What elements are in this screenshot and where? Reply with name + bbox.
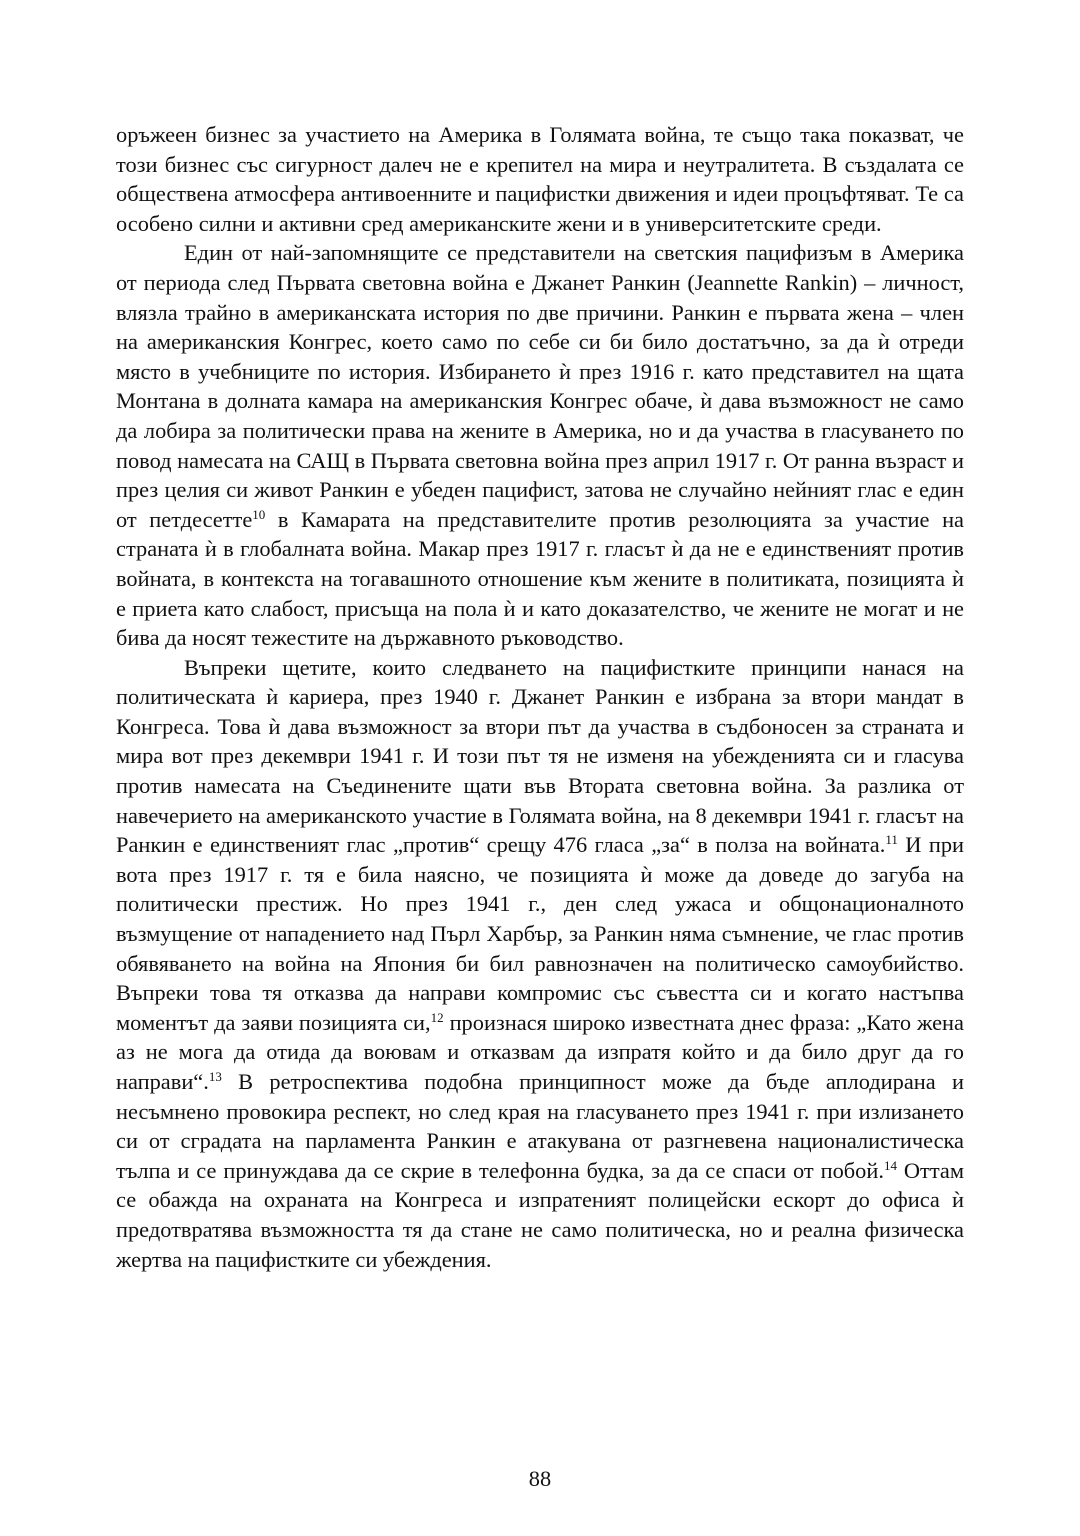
paragraph-3-text-b: И при вота през 1917 г. тя е била наясно, че позицията ѝ може да доведе до загуба на политически престиж. Но през 1941 г., ден след ужаса и общонационалното възмущение от нападението над Пърл Харбър, за Ранкин няма съмнение, че глас против обявяването на война на Япония би бил равнозначен на политическо самоубийство. Въпреки това тя отказва да направи компромис със съвестта си и когато настъпва моментът да заяви позицията си,: [116, 832, 964, 1035]
paragraph-3-text-d: В ретроспектива подобна принципност може да бъде аплодирана и несъмнено провокира респект, но след края на гласуването през 1941 г. при излизането си от сградата на парламента Ранкин е атакувана от разгневена националистическа тълпа и се принуждава да се скрие в телефонна будка, за да се спаси от побой.: [116, 1069, 964, 1183]
footnote-ref-11[interactable]: 11: [885, 832, 898, 848]
footnote-ref-10[interactable]: 10: [252, 506, 266, 522]
paragraph-3: [116, 653, 964, 1274]
paragraph-3-text-c: произнася широко известната днес фраза: „Като жена аз не мога да отида да воювам и отказвам да изпратя който и да било друг да го направи“.: [116, 1009, 964, 1094]
paragraph-2-text-b: в Камарата на представителите против резолюцията за участие на страната ѝ в глобалната война. Макар през 1917 г. гласът ѝ да не е единственият против войната, в контекста на тогавашното отношение към жените в политиката, позицията ѝ е приета като слабост, присъща на пола ѝ и като доказателство, че жените не могат и не бива да носят тежестите на държавното ръководство.: [116, 506, 964, 651]
paragraph-2-text-a: Един от най-запомнящите се представители на светския пацифизъм в Америка от периода след Първата световна война е Джанет Ранкин (Jeannette Rankin) – личност, влязла трайно в американската история по две причини. Ранкин е първата жена – член на американския Конгрес, което само по себе си би било достатъчно, за да ѝ отреди място в учебниците по история. Избирането ѝ през 1916 г. като представител на щата Монтана в долната камара на американския Конгрес обаче, ѝ дава възможност не само да лобира за политически права на жените в Америка, но и да участва в гласуването по повод намесата на САЩ в Първата световна война през април 1917 г. От ранна възраст и през целия си живот Ранкин е убеден пацифист, затова не случайно нейният глас е един от петдесетте: [116, 240, 964, 532]
paragraph-3-text-a: Въпреки щетите, които следването на пацифистките принципи нанася на политическата ѝ кариера, през 1940 г. Джанет Ранкин е избрана за втори мандат в Конгреса. Това ѝ дава възможност за втори път да участва в съдбоносен за страната и мира вот през декември 1941 г. И този път тя не изменя на убежденията си и гласува против намесата на Съединените щати във Втората световна война. За разлика от навечерието на американското участие в Голямата война, на 8 декември 1941 г. гласът на Ранкин е единственият глас „против“ срещу 476 гласа „за“ в полза на войната.: [116, 654, 964, 858]
footnote-ref-14[interactable]: 14: [883, 1157, 897, 1173]
page-number: 88: [528, 1466, 552, 1491]
paragraph-1: оръжеен бизнес за участието на Америка в Голямата война, те също така показват, че този бизнес със сигурност далеч не е крепител на мира и неутралитета. В създалата се обществена атмосфера антивоенните и пацифистки движения и идеи процъфтяват. Те са особено силни и активни сред американските жени и в университетските среди.: [116, 122, 964, 236]
footnote-ref-13[interactable]: 13: [208, 1069, 222, 1084]
footnote-ref-12[interactable]: 12: [430, 1009, 444, 1025]
page-body: [116, 120, 964, 1274]
paragraph-3-text-e: Оттам се обажда на охраната на Конгреса и изпратеният полицейски ескорт до офиса ѝ предотвратява възможността тя да стане не само политическа, но и реална физическа жертва на пацифистките си убеждения.: [116, 1157, 965, 1272]
paragraph-2: [116, 238, 964, 652]
